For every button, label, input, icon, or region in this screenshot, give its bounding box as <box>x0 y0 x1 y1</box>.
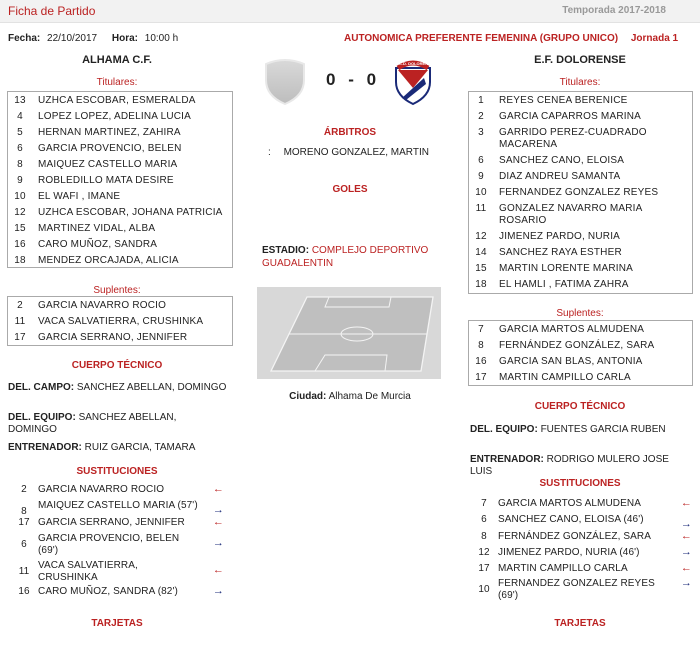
sub-number: 12 <box>478 547 490 558</box>
city-label: Ciudad: <box>289 391 327 402</box>
season-label: Temporada 2017-2018 <box>562 5 666 16</box>
player-row[interactable] <box>469 277 692 293</box>
player-row[interactable] <box>8 109 232 125</box>
score-separator: - <box>348 70 355 89</box>
player-name[interactable]: MENDEZ ORCAJADA, ALICIA <box>38 255 179 266</box>
sub-player-name[interactable]: CARO MUÑOZ, SANDRA (82') <box>38 586 178 597</box>
staff-member <box>8 442 228 454</box>
sub-number: 17 <box>478 563 490 574</box>
home-subs-title: Suplentes: <box>93 285 141 296</box>
referees-title: ÁRBITROS <box>323 127 377 138</box>
sub-player-name[interactable]: FERNANDEZ GONZALEZ REYES (69') <box>498 578 655 601</box>
player-row[interactable] <box>469 370 692 386</box>
player-name[interactable]: MARTIN CAMPILLO CARLA <box>499 372 631 383</box>
home-substitutions-title: SUSTITUCIONES <box>76 466 158 477</box>
staff-role: ENTRENADOR: <box>470 454 544 465</box>
player-row[interactable] <box>8 237 232 253</box>
player-name[interactable]: MARTINEZ VIDAL, ALBA <box>38 223 156 234</box>
player-row[interactable] <box>8 125 232 141</box>
sub-number: 8 <box>481 531 487 542</box>
pitch-icon <box>257 287 441 379</box>
match-time: 10:00 h <box>144 33 179 44</box>
match-date: 22/10/2017 <box>47 33 98 44</box>
player-row[interactable] <box>8 314 232 330</box>
player-row[interactable] <box>469 354 692 370</box>
away-team-crest[interactable] <box>390 58 436 106</box>
sub-player-name[interactable]: SANCHEZ CANO, ELOISA (46') <box>498 514 644 525</box>
player-row[interactable] <box>8 205 232 221</box>
away-staff-title: CUERPO TÉCNICO <box>534 401 626 412</box>
player-number: 15 <box>475 263 487 274</box>
player-number: 17 <box>14 332 26 343</box>
sub-number: 16 <box>18 586 30 597</box>
sub-number: 11 <box>18 566 30 577</box>
player-number: 6 <box>17 143 23 154</box>
home-score: 0 <box>326 70 337 89</box>
sub-player-name[interactable]: GARCIA PROVENCIO, BELEN (69') <box>38 533 180 556</box>
sub-player-name[interactable]: FERNÁNDEZ GONZÁLEZ, SARA <box>498 531 651 542</box>
city-name: Alhama De Murcia <box>328 391 411 402</box>
home-team-crest[interactable] <box>262 58 308 106</box>
competition-name: AUTONOMICA PREFERENTE FEMENINA (GRUPO UNICO) <box>344 33 619 44</box>
player-number: 2 <box>17 300 23 311</box>
player-number: 17 <box>475 372 487 383</box>
away-subs-list <box>468 320 693 386</box>
player-name[interactable]: FERNÁNDEZ GONZÁLEZ, SARA <box>499 340 655 351</box>
home-staff-title: CUERPO TÉCNICO <box>71 360 163 371</box>
sub-player-name[interactable]: VACA SALVATIERRA, CRUSHINKA <box>38 560 138 583</box>
player-name[interactable]: ROBLEDILLO MATA DESIRE <box>38 175 174 186</box>
sub-number: 2 <box>21 484 27 495</box>
staff-name: SANCHEZ ABELLAN, DOMINGO <box>8 412 177 435</box>
player-row[interactable] <box>469 245 692 261</box>
home-substitutions-list <box>14 484 224 604</box>
player-number: 11 <box>14 316 26 327</box>
sub-player-name[interactable]: MARTIN CAMPILLO CARLA <box>498 563 628 574</box>
goals-title: GOLES <box>332 184 368 195</box>
referee-prefix: : <box>268 147 271 158</box>
player-row[interactable] <box>469 185 692 201</box>
player-number: 15 <box>14 223 26 234</box>
arrow-right-icon: → <box>212 504 224 516</box>
sub-player-name[interactable]: GARCIA MARTOS ALMUDENA <box>498 498 641 509</box>
player-name[interactable]: MARTIN LORENTE MARINA <box>499 263 634 274</box>
away-starters-title: Titulares: <box>559 77 601 88</box>
player-row[interactable] <box>8 157 232 173</box>
home-crest-icon <box>262 58 308 106</box>
player-number: 11 <box>475 203 487 214</box>
player-name[interactable]: UZHCA ESCOBAR, ESMERALDA <box>38 95 196 106</box>
staff-member <box>8 382 228 394</box>
away-substitutions-list <box>474 498 692 608</box>
player-name[interactable]: GARCIA SERRANO, JENNIFER <box>38 332 188 343</box>
player-row[interactable] <box>8 189 232 205</box>
player-row[interactable] <box>8 141 232 157</box>
stadium-pitch-image <box>257 287 441 379</box>
staff-member <box>470 424 690 436</box>
player-row[interactable] <box>8 93 232 109</box>
arrow-left-icon: ← <box>680 497 692 509</box>
sub-player-name[interactable]: GARCIA NAVARRO ROCIO <box>38 484 165 495</box>
away-cards-title: TARJETAS <box>554 618 606 629</box>
player-name[interactable]: EL WAFI , IMANE <box>38 191 121 202</box>
player-number: 16 <box>14 239 26 250</box>
staff-role: ENTRENADOR: <box>8 442 82 453</box>
home-cards-title: TARJETAS <box>91 618 143 629</box>
staff-name: RODRIGO MULERO JOSE LUIS <box>470 454 669 477</box>
referee-name: MORENO GONZALEZ, MARTIN <box>283 147 429 158</box>
date-label: Fecha: <box>8 33 41 44</box>
home-subs-list <box>7 296 233 346</box>
player-number: 12 <box>14 207 26 218</box>
player-number: 7 <box>478 324 484 335</box>
sub-number: 6 <box>21 539 27 550</box>
page-title: Ficha de Partido <box>8 4 96 18</box>
player-row[interactable] <box>469 338 692 354</box>
player-number: 18 <box>475 279 487 290</box>
sub-number: 17 <box>18 517 30 528</box>
date-time-line <box>8 33 178 44</box>
player-row[interactable] <box>469 229 692 245</box>
arrow-right-icon: → <box>680 518 692 530</box>
arrow-left-icon: ← <box>680 562 692 574</box>
player-number: 6 <box>478 155 484 166</box>
player-name[interactable]: SANCHEZ RAYA ESTHER <box>499 247 622 258</box>
arrow-right-icon: → <box>680 577 692 589</box>
away-team-name[interactable]: E.F. DOLORENSE <box>534 54 626 66</box>
player-name[interactable]: DIAZ ANDREU SAMANTA <box>499 171 621 182</box>
player-name[interactable]: MAIQUEZ CASTELLO MARIA <box>38 159 178 170</box>
referee-line <box>268 147 429 158</box>
player-number: 10 <box>475 187 487 198</box>
arrow-left-icon: ← <box>212 483 224 495</box>
home-starters-list <box>7 91 233 268</box>
header-bar <box>0 0 700 23</box>
city-info <box>260 391 440 402</box>
player-name[interactable]: GARCIA CAPARROS MARINA <box>499 111 642 122</box>
player-number: 2 <box>478 111 484 122</box>
player-row[interactable] <box>469 261 692 277</box>
home-starters-title: Titulares: <box>96 77 138 88</box>
arrow-left-icon: ← <box>212 516 224 528</box>
staff-role: DEL. EQUIPO: <box>8 412 76 423</box>
arrow-left-icon: ← <box>212 564 224 576</box>
arrow-left-icon: ← <box>680 530 692 542</box>
player-number: 8 <box>17 159 23 170</box>
player-name[interactable]: HERNAN MARTINEZ, ZAHIRA <box>38 127 181 138</box>
sub-player-name[interactable]: MAIQUEZ CASTELLO MARIA (57') <box>38 500 198 511</box>
player-row[interactable] <box>469 169 692 185</box>
player-name[interactable]: GARCIA NAVARRO ROCIO <box>38 300 167 311</box>
sub-number: 10 <box>478 584 490 595</box>
stadium-name[interactable]: COMPLEJO DEPORTIVO GUADALENTIN <box>262 245 429 269</box>
arrow-right-icon: → <box>212 537 224 549</box>
sub-number: 8 <box>21 506 27 517</box>
away-crest-text: C.D. DOLORENSE <box>399 61 434 66</box>
player-name[interactable]: GARCIA SAN BLAS, ANTONIA <box>499 356 643 367</box>
sub-number: 6 <box>481 514 487 525</box>
player-name[interactable]: GARCIA PROVENCIO, BELEN <box>38 143 182 154</box>
player-row[interactable] <box>8 330 232 346</box>
player-number: 5 <box>17 127 23 138</box>
away-score: 0 <box>366 70 378 89</box>
player-number: 16 <box>475 356 487 367</box>
player-row[interactable] <box>8 298 232 314</box>
player-name[interactable]: FERNANDEZ GONZALEZ REYES <box>499 187 659 198</box>
player-name[interactable]: UZHCA ESCOBAR, JOHANA PATRICIA <box>38 207 223 218</box>
away-substitutions-title: SUSTITUCIONES <box>539 478 621 489</box>
player-row[interactable] <box>469 201 692 229</box>
player-row[interactable] <box>8 221 232 237</box>
player-name[interactable]: JIMENEZ PARDO, NURIA <box>499 231 621 242</box>
player-number: 9 <box>478 171 484 182</box>
player-number: 1 <box>478 95 484 106</box>
player-row[interactable] <box>8 173 232 189</box>
stadium-label: ESTADIO: <box>262 245 310 256</box>
staff-name: SANCHEZ ABELLAN, DOMINGO <box>76 382 227 393</box>
player-number: 8 <box>478 340 484 351</box>
round-label: Jornada 1 <box>630 33 679 44</box>
staff-member <box>8 412 228 436</box>
player-name[interactable]: VACA SALVATIERRA, CRUSHINKA <box>38 316 204 327</box>
arrow-right-icon: → <box>680 546 692 558</box>
player-row[interactable] <box>8 253 232 269</box>
sub-player-name[interactable]: GARCIA SERRANO, JENNIFER <box>38 517 185 528</box>
stadium-info <box>262 244 438 270</box>
player-row[interactable] <box>469 153 692 169</box>
player-number: 3 <box>478 127 484 138</box>
player-row[interactable] <box>469 109 692 125</box>
player-number: 12 <box>475 231 487 242</box>
player-number: 10 <box>14 191 26 202</box>
player-name[interactable]: CARO MUÑOZ, SANDRA <box>38 239 158 250</box>
time-label: Hora: <box>111 33 138 44</box>
player-name[interactable]: EL HAMLI , FATIMA ZAHRA <box>499 279 629 290</box>
player-number: 18 <box>14 255 26 266</box>
player-name[interactable]: SANCHEZ CANO, ELOISA <box>499 155 625 166</box>
arrow-right-icon: → <box>212 585 224 597</box>
player-name[interactable]: GONZALEZ NAVARRO MARIA ROSARIO <box>499 203 642 226</box>
player-number: 14 <box>475 247 487 258</box>
sub-player-name[interactable]: JIMENEZ PARDO, NURIA (46') <box>498 547 640 558</box>
player-row[interactable] <box>469 322 692 338</box>
player-number: 9 <box>17 175 23 186</box>
player-name[interactable]: GARCIA MARTOS ALMUDENA <box>499 324 645 335</box>
away-starters-list <box>468 91 693 294</box>
scoreboard <box>326 70 377 90</box>
sub-number: 7 <box>481 498 487 509</box>
staff-name: RUIZ GARCIA, TAMARA <box>84 442 196 453</box>
player-name[interactable]: LOPEZ LOPEZ, ADELINA LUCIA <box>38 111 192 122</box>
player-row[interactable] <box>469 125 692 153</box>
player-name[interactable]: REYES CENEA BERENICE <box>499 95 628 106</box>
player-number: 4 <box>17 111 23 122</box>
staff-role: DEL. EQUIPO: <box>470 424 538 435</box>
player-number: 13 <box>14 95 26 106</box>
staff-name: FUENTES GARCIA RUBEN <box>540 424 666 435</box>
staff-role: DEL. CAMPO: <box>8 382 75 393</box>
home-team-name[interactable]: ALHAMA C.F. <box>82 54 152 66</box>
away-subs-title: Suplentes: <box>556 308 604 319</box>
player-row[interactable] <box>469 93 692 109</box>
player-name[interactable]: GARRIDO PEREZ-CUADRADO MACARENA <box>499 127 647 150</box>
staff-member <box>470 454 690 478</box>
competition-line <box>344 33 678 44</box>
